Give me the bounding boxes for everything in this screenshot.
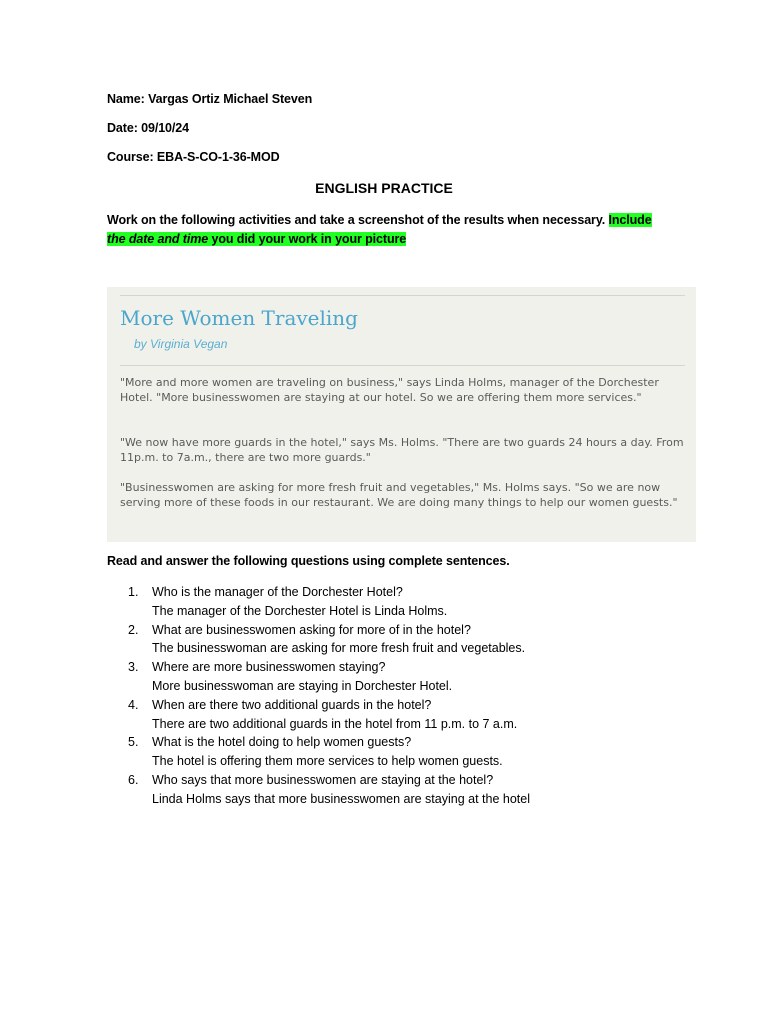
instructions-highlight-date-time: the date and time [107, 232, 209, 246]
course-line: Course: EBA-S-CO-1-36-MOD [107, 150, 280, 164]
article-paragraph: "More and more women are traveling on business," says Linda Holms, manager of the Dorchester Hotel. "More businesswomen are staying at our hotel. So we are offering them more services." [120, 376, 659, 404]
question-number: 2. [128, 622, 139, 637]
question-number: 5. [128, 735, 139, 750]
list-item [107, 696, 707, 734]
list-item [107, 583, 707, 621]
question-text: What are businesswomen asking for more of in the hotel? [152, 622, 471, 637]
instructions-highlight-include: Include [608, 213, 652, 227]
article-title: More Women Traveling [120, 306, 358, 330]
list-item [107, 621, 707, 659]
divider [120, 295, 685, 296]
question-list [107, 583, 707, 809]
answer-text: More businesswoman are staying in Dorchester Hotel. [152, 678, 453, 693]
answer-text: Linda Holms says that more businesswomen are staying at the hotel [152, 791, 530, 806]
list-item [107, 658, 707, 696]
question-text: Where are more businesswomen staying? [152, 660, 386, 675]
question-number: 3. [128, 660, 139, 675]
article-paragraph: "We now have more guards in the hotel," says Ms. Holms. "There are two guards 24 hours a day. From 11p.m. to 7a.m., there are two more guards." [120, 436, 684, 464]
question-number: 1. [128, 585, 139, 599]
question-text: Who says that more businesswomen are staying at the hotel? [152, 772, 494, 787]
question-text: What is the hotel doing to help women guests? [152, 735, 412, 750]
list-item [107, 771, 707, 809]
answer-text: The businesswoman are asking for more fresh fruit and vegetables. [152, 641, 526, 656]
student-name: Name: Vargas Ortiz Michael Steven [107, 92, 313, 106]
question-number: 6. [128, 772, 139, 787]
answer-text: The hotel is offering them more services to help women guests. [152, 754, 503, 769]
instructions-text: Work on the following activities and take a screenshot of the results when necessary. [107, 213, 606, 227]
list-item [107, 733, 707, 771]
date-line: Date: 09/10/24 [107, 121, 189, 135]
article-byline: by Virginia Vegan [134, 337, 228, 351]
instructions-highlight-rest: you did your work in your picture [208, 232, 407, 246]
divider [120, 365, 685, 366]
question-number: 4. [128, 697, 139, 712]
questions-heading: Read and answer the following questions using complete sentences. [107, 554, 510, 568]
instructions [107, 211, 667, 249]
question-text: Who is the manager of the Dorchester Hotel? [152, 585, 403, 599]
page-title: ENGLISH PRACTICE [315, 180, 453, 196]
article-screenshot [107, 287, 696, 542]
answer-text: The manager of the Dorchester Hotel is Linda Holms. [152, 603, 448, 618]
answer-text: There are two additional guards in the hotel from 11 p.m. to 7 a.m. [152, 716, 518, 731]
article-paragraph: "Businesswomen are asking for more fresh fruit and vegetables," Ms. Holms says. "So we are now serving more of these foods in our restaurant. We are doing many things to help our women guests." [120, 481, 678, 509]
question-text: When are there two additional guards in the hotel? [152, 697, 432, 712]
